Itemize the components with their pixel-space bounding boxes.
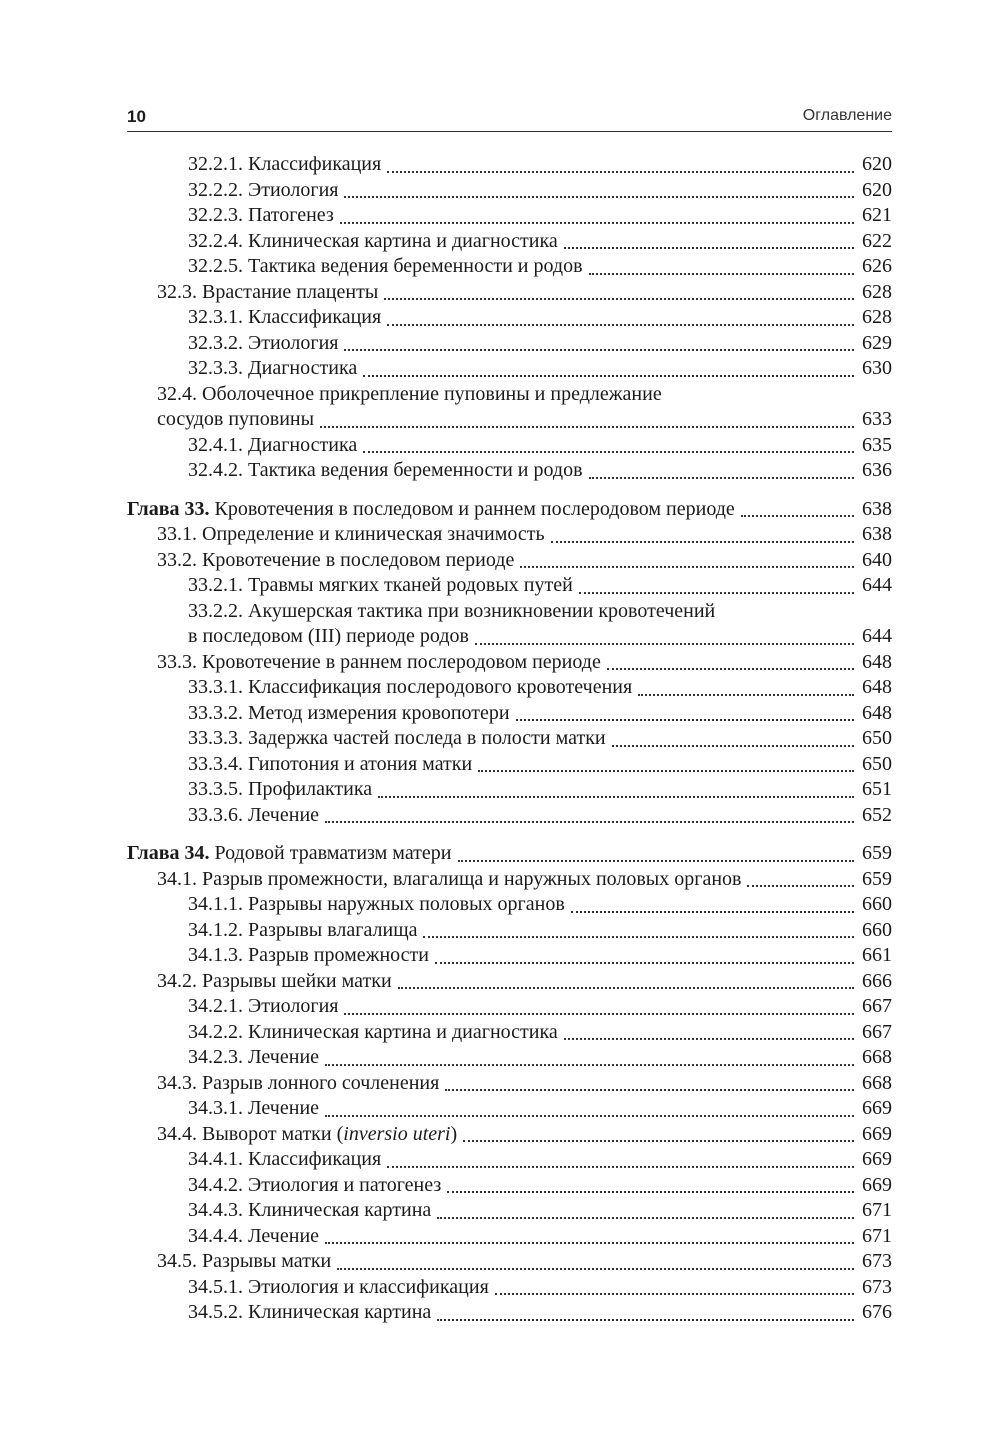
toc-page-number: 650: [862, 727, 892, 749]
dot-leader: [325, 1058, 854, 1066]
toc-entry[interactable]: [127, 458, 892, 484]
toc-title: 32.4.1. Диагностика: [188, 433, 358, 456]
page-number: 10: [127, 107, 146, 126]
toc-title: 33.2.1. Травмы мягких тканей родовых путей: [188, 574, 573, 596]
toc-entry[interactable]: [127, 943, 892, 969]
toc-wrapped-title: [157, 382, 892, 433]
toc-page-number: 626: [862, 255, 892, 277]
toc-entry[interactable]: [127, 548, 892, 574]
toc-chapter-entry[interactable]: [127, 841, 892, 867]
dot-leader: [478, 764, 854, 772]
toc-page-number: 648: [862, 701, 892, 724]
toc-title-continuation: в последовом (III) периоде родов: [188, 625, 469, 647]
toc-entry[interactable]: [127, 1147, 892, 1173]
toc-entry[interactable]: [127, 1300, 892, 1326]
toc-page-number: 640: [862, 548, 892, 571]
toc-entry[interactable]: [127, 305, 892, 331]
toc-title: 32.3.3. Диагностика: [188, 357, 358, 379]
toc-title: 33.3.3. Задержка частей последа в полости матки: [188, 727, 606, 749]
toc-entry[interactable]: [127, 356, 892, 382]
dot-leader: [589, 267, 854, 275]
toc-page-number: 652: [862, 803, 892, 826]
dot-leader: [516, 713, 854, 721]
toc-title-line: [188, 624, 892, 650]
dot-leader: [589, 471, 854, 479]
dot-leader: [344, 190, 854, 198]
toc-entry[interactable]: [127, 752, 892, 778]
toc-page-number: 661: [862, 944, 892, 966]
toc-page-number: 630: [862, 357, 892, 379]
toc-entry[interactable]: [127, 726, 892, 752]
toc-page-number: 659: [862, 842, 892, 864]
toc-entry[interactable]: [127, 994, 892, 1020]
table-of-contents: [127, 152, 892, 1326]
toc-entry[interactable]: [127, 522, 892, 548]
dot-leader: [325, 1109, 854, 1117]
toc-page-number: 636: [862, 459, 892, 481]
toc-page-number: 620: [862, 178, 892, 201]
toc-title: 33.3.1. Классификация послеродового кровотечения: [188, 676, 633, 698]
toc-entry[interactable]: [127, 1198, 892, 1224]
toc-page-number: 648: [862, 676, 892, 698]
toc-title: 32.2.3. Патогенез: [188, 204, 334, 226]
toc-title: 32.3.2. Этиология: [188, 331, 339, 354]
dot-leader: [475, 637, 854, 645]
dot-leader: [747, 879, 854, 887]
dot-leader: [325, 815, 854, 823]
chapter-label: Глава 34.: [127, 842, 210, 864]
toc-title: 34.4.4. Лечение: [188, 1224, 320, 1247]
toc-entry[interactable]: [127, 331, 892, 357]
toc-title: 34.3.1. Лечение: [188, 1097, 320, 1119]
toc-entry[interactable]: [127, 1071, 892, 1097]
toc-page-number: 667: [862, 1020, 892, 1043]
toc-title: Глава 34. Родовой травматизм матери: [127, 842, 452, 864]
dot-leader: [387, 318, 854, 326]
toc-title: 34.5. Разрывы матки: [157, 1250, 332, 1272]
dot-leader: [378, 790, 854, 798]
toc-entry[interactable]: [127, 969, 892, 995]
toc-title: 34.5.1. Этиология и классификация: [188, 1275, 489, 1298]
toc-page-number: 669: [862, 1122, 892, 1145]
toc-entry[interactable]: [127, 777, 892, 803]
toc-title: 33.3. Кровотечение в раннем послеродовом периоде: [157, 650, 601, 673]
toc-page-number: 635: [862, 433, 892, 456]
toc-page-number: 644: [862, 625, 892, 647]
toc-entry[interactable]: [127, 433, 892, 459]
dot-leader: [612, 739, 854, 747]
toc-entry[interactable]: [127, 254, 892, 280]
chapter-label: Глава 33.: [127, 497, 210, 520]
dot-leader: [344, 343, 854, 351]
dot-leader: [551, 535, 854, 543]
toc-title: 34.5.2. Клиническая картина: [188, 1301, 432, 1323]
toc-page-number: 669: [862, 1097, 892, 1119]
toc-page-number: 621: [862, 204, 892, 226]
toc-title: 34.1.1. Разрывы наружных половых органов: [188, 893, 565, 915]
toc-entry[interactable]: [127, 229, 892, 255]
toc-title: 34.2.3. Лечение: [188, 1046, 320, 1068]
toc-title: 34.4.1. Классификация: [188, 1148, 382, 1170]
dot-leader: [325, 1236, 854, 1244]
dot-leader: [520, 560, 854, 568]
toc-entry[interactable]: [127, 803, 892, 829]
toc-page-number: 628: [862, 280, 892, 303]
toc-title: 32.2.5. Тактика ведения беременности и родов: [188, 255, 583, 277]
toc-page-number: 629: [862, 331, 892, 354]
dot-leader: [337, 1262, 854, 1270]
toc-title: 33.2. Кровотечение в последовом периоде: [157, 548, 515, 571]
toc-page-number: 666: [862, 969, 892, 992]
toc-entry[interactable]: [127, 1020, 892, 1046]
toc-entry[interactable]: [127, 867, 892, 893]
dot-leader: [607, 662, 854, 670]
toc-entry[interactable]: [127, 1275, 892, 1301]
toc-title: 32.4.2. Тактика ведения беременности и родов: [188, 459, 583, 481]
toc-page-number: 673: [862, 1250, 892, 1272]
toc-page-number: 676: [862, 1301, 892, 1323]
dot-leader: [458, 854, 855, 862]
toc-title: 32.2.2. Этиология: [188, 178, 339, 201]
dot-leader: [320, 420, 854, 428]
toc-title: 34.1.3. Разрыв промежности: [188, 944, 429, 966]
toc-entry[interactable]: [127, 701, 892, 727]
dot-leader: [387, 165, 854, 173]
toc-page-number: 667: [862, 995, 892, 1017]
toc-page-number: 622: [862, 229, 892, 252]
page-header: [127, 103, 892, 132]
toc-title-line: 33.2.2. Акушерская тактика при возникновении кровотечений: [188, 599, 716, 622]
dot-leader: [344, 1007, 854, 1015]
dot-leader: [437, 1313, 854, 1321]
toc-entry[interactable]: [127, 650, 892, 676]
toc-title: 33.3.6. Лечение: [188, 803, 320, 826]
dot-leader: [437, 1211, 854, 1219]
dot-leader: [398, 981, 854, 989]
toc-title: 34.2. Разрывы шейки матки: [157, 969, 392, 992]
toc-title: 34.2.1. Этиология: [188, 995, 339, 1017]
toc-title: 34.1.2. Разрывы влагалища: [188, 918, 418, 941]
toc-entry[interactable]: [127, 280, 892, 306]
toc-page-number: 644: [862, 574, 892, 596]
toc-title-line: 32.4. Оболочечное прикрепление пуповины и предлежание: [157, 382, 662, 405]
toc-title-continuation: сосудов пуповины: [157, 408, 315, 430]
toc-page-number: 638: [862, 523, 892, 545]
latin-term: inversio uteri: [343, 1122, 451, 1145]
toc-title: 32.3.1. Классификация: [188, 306, 382, 328]
toc-page-number: 659: [862, 867, 892, 890]
toc-entry[interactable]: [127, 1224, 892, 1250]
toc-title: 34.1. Разрыв промежности, влагалища и наружных половых органов: [157, 867, 742, 890]
toc-entry[interactable]: [127, 675, 892, 701]
toc-page-number: 638: [862, 497, 892, 520]
toc-page-number: 673: [862, 1275, 892, 1298]
dot-leader: [387, 1160, 854, 1168]
toc-page-number: 648: [862, 650, 892, 673]
toc-title: 32.2.1. Классификация: [188, 153, 382, 175]
dot-leader: [463, 1134, 854, 1142]
running-head: Оглавление: [802, 107, 892, 124]
toc-entry[interactable]: [127, 178, 892, 204]
toc-entry[interactable]: [127, 1249, 892, 1275]
toc-page-number: 669: [862, 1173, 892, 1196]
toc-title: 34.4. Выворот матки (inversio uteri): [157, 1122, 458, 1145]
dot-leader: [445, 1083, 854, 1091]
toc-wrapped-title: [188, 599, 892, 650]
toc-page-number: 651: [862, 778, 892, 800]
toc-title: Глава 33. Кровотечения в последовом и раннем послеродовом периоде: [127, 497, 735, 520]
dot-leader: [579, 586, 854, 594]
toc-title: 33.3.2. Метод измерения кровопотери: [188, 701, 510, 724]
toc-chapter-entry[interactable]: [127, 497, 892, 523]
toc-page-number: 620: [862, 153, 892, 175]
toc-entry[interactable]: [127, 573, 892, 599]
toc-entry[interactable]: [127, 203, 892, 229]
dot-leader: [435, 956, 854, 964]
dot-leader: [741, 509, 854, 517]
toc-page-number: 650: [862, 752, 892, 775]
toc-page-number: 669: [862, 1148, 892, 1170]
dot-leader: [564, 241, 854, 249]
toc-entry[interactable]: [127, 599, 892, 650]
toc-entry[interactable]: [127, 152, 892, 178]
toc-page-number: 671: [862, 1199, 892, 1221]
toc-title: 34.2.2. Клиническая картина и диагностика: [188, 1020, 558, 1043]
toc-title: 32.3. Врастание плаценты: [157, 280, 379, 303]
dot-leader: [571, 905, 854, 913]
toc-page-number: 668: [862, 1046, 892, 1068]
toc-title-line: [157, 407, 892, 433]
toc-title: 33.3.4. Гипотония и атония матки: [188, 752, 473, 775]
toc-page-number: 671: [862, 1224, 892, 1247]
toc-title: 33.1. Определение и клиническая значимость: [157, 523, 545, 545]
toc-entry[interactable]: [127, 892, 892, 918]
dot-leader: [638, 688, 854, 696]
toc-entry[interactable]: [127, 1045, 892, 1071]
toc-entry[interactable]: [127, 918, 892, 944]
dot-leader: [423, 930, 854, 938]
toc-title: 34.4.2. Этиология и патогенез: [188, 1173, 442, 1196]
toc-title: 34.3. Разрыв лонного сочленения: [157, 1071, 440, 1094]
toc-page-number: 633: [862, 408, 892, 430]
toc-title: 32.2.4. Клиническая картина и диагностика: [188, 229, 558, 252]
dot-leader: [384, 292, 854, 300]
dot-leader: [495, 1287, 854, 1295]
toc-page-number: 668: [862, 1071, 892, 1094]
toc-entry[interactable]: [127, 382, 892, 433]
toc-entry[interactable]: [127, 1096, 892, 1122]
toc-entry[interactable]: [127, 1173, 892, 1199]
dot-leader: [564, 1032, 854, 1040]
dot-leader: [340, 216, 854, 224]
toc-entry[interactable]: [127, 1122, 892, 1148]
toc-page-number: 660: [862, 918, 892, 941]
toc-title: 34.4.3. Клиническая картина: [188, 1199, 432, 1221]
toc-page-number: 660: [862, 893, 892, 915]
dot-leader: [447, 1185, 854, 1193]
dot-leader: [363, 445, 854, 453]
dot-leader: [363, 369, 854, 377]
toc-title: 33.3.5. Профилактика: [188, 778, 373, 800]
toc-page-number: 628: [862, 306, 892, 328]
